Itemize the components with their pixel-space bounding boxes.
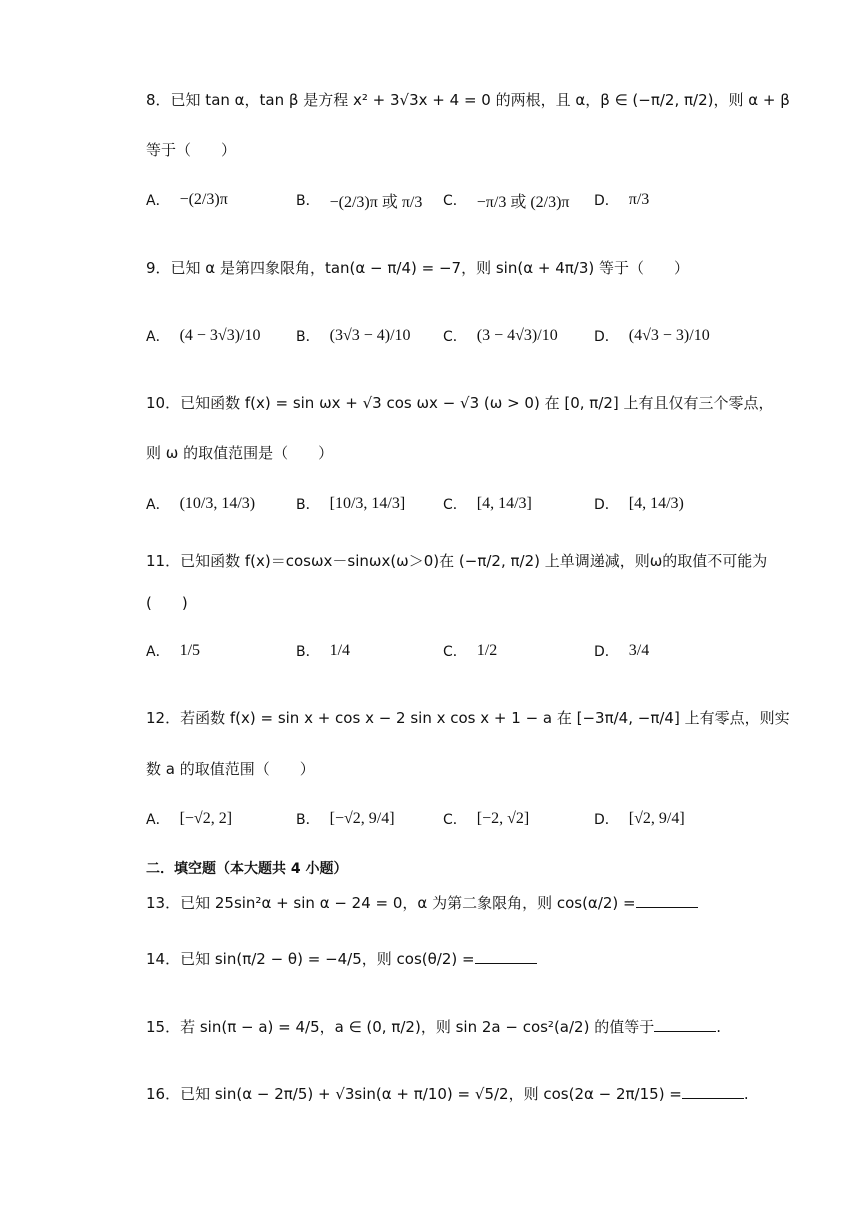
answer-blank[interactable] xyxy=(682,1084,744,1099)
option-a: A． [−√2, 2] xyxy=(146,810,233,828)
option-c: C． 1/2 xyxy=(443,642,498,660)
question-10-stem-line2: 则 ω 的取值范围是（ ） xyxy=(146,444,334,462)
question-13 xyxy=(146,893,820,913)
option-b: B． [10/3, 14/3] xyxy=(296,495,406,513)
option-b: B． [−√2, 9/4] xyxy=(296,810,395,828)
option-c: C． −π/3 或 (2/3)π xyxy=(443,193,570,211)
option-b: B． (3√3 − 4)/10 xyxy=(296,327,411,345)
question-14 xyxy=(146,949,820,969)
question-8-stem-line1: 8．已知 tan α，tan β 是方程 x² + 3√3x + 4 = 0 的两根，且 α，β ∈ (−π/2, π/2)，则 α + β xyxy=(146,91,790,109)
question-9-options xyxy=(146,316,826,356)
answer-blank[interactable] xyxy=(636,893,698,908)
option-c: C． [4, 14/3] xyxy=(443,495,532,513)
question-16-text: 16．已知 sin(α − 2π/5) + √3sin(α + π/10) = √5/2，则 cos(2α − 2π/15) = xyxy=(146,1085,682,1103)
option-d: D． π/3 xyxy=(594,191,650,209)
option-a: A． −(2/3)π xyxy=(146,191,228,209)
question-8-options xyxy=(146,180,826,220)
question-12-options xyxy=(146,799,826,839)
option-d: D． (4√3 − 3)/10 xyxy=(594,327,710,345)
question-11-stem-line1: 11．已知函数 f(x)＝cosωx－sinωx(ω＞0)在 (−π/2, π/2) 上单调递减，则ω的取值不可能为 xyxy=(146,552,768,570)
option-c: C． (3 − 4√3)/10 xyxy=(443,327,558,345)
option-a: A． (10/3, 14/3) xyxy=(146,495,256,513)
question-10-stem-line1: 10．已知函数 f(x) = sin ωx + √3 cos ωx − √3 (ω > 0) 在 [0, π/2] 上有且仅有三个零点， xyxy=(146,394,774,412)
option-d: D． [4, 14/3) xyxy=(594,495,684,513)
question-16: 16．已知 sin(α − 2π/5) + √3sin(α + π/10) = √5/2，则 cos(2α − 2π/15) = . xyxy=(146,1085,749,1103)
option-a: A． 1/5 xyxy=(146,642,201,660)
answer-blank[interactable] xyxy=(654,1017,716,1032)
answer-blank[interactable] xyxy=(475,949,537,964)
question-12-stem-line1: 12．若函数 f(x) = sin x + cos x − 2 sin x cos x + 1 − a 在 [−3π/4, −π/4] 上有零点，则实 xyxy=(146,709,790,727)
option-c: C． [−2, √2] xyxy=(443,810,530,828)
question-8-stem-line2: 等于（ ） xyxy=(146,141,237,159)
option-d: D． [√2, 9/4] xyxy=(594,810,685,828)
option-b: B． −(2/3)π 或 π/3 xyxy=(296,193,423,211)
question-15-text: 15．若 sin(π − a) = 4/5，a ∈ (0, π/2)，则 sin 2a − cos²(a/2) 的值等于 xyxy=(146,1018,655,1036)
question-9-stem-line1: 9．已知 α 是第四象限角，tan(α − π/4) = −7，则 sin(α + 4π/3) 等于（ ） xyxy=(146,259,689,277)
question-15: 15．若 sin(π − a) = 4/5，a ∈ (0, π/2)，则 sin 2a − cos²(a/2) 的值等于 . xyxy=(146,1018,721,1036)
question-12-stem-line2: 数 a 的取值范围（ ） xyxy=(146,760,315,778)
option-d: D． 3/4 xyxy=(594,642,650,660)
section-2-title: 二．填空题（本大题共 4 小题） xyxy=(146,861,348,877)
question-10-options xyxy=(146,484,826,524)
option-a: A． (4 − 3√3)/10 xyxy=(146,327,261,345)
question-11-options xyxy=(146,631,826,671)
question-11-stem-line2: ( ) xyxy=(146,594,188,612)
option-b: B． 1/4 xyxy=(296,642,351,660)
question-13-text: 13．已知 25sin²α + sin α − 24 = 0，α 为第二象限角，则 cos(α/2) = xyxy=(146,894,636,912)
question-14-text: 14．已知 sin(π/2 − θ) = −4/5，则 cos(θ/2) = xyxy=(146,950,475,968)
